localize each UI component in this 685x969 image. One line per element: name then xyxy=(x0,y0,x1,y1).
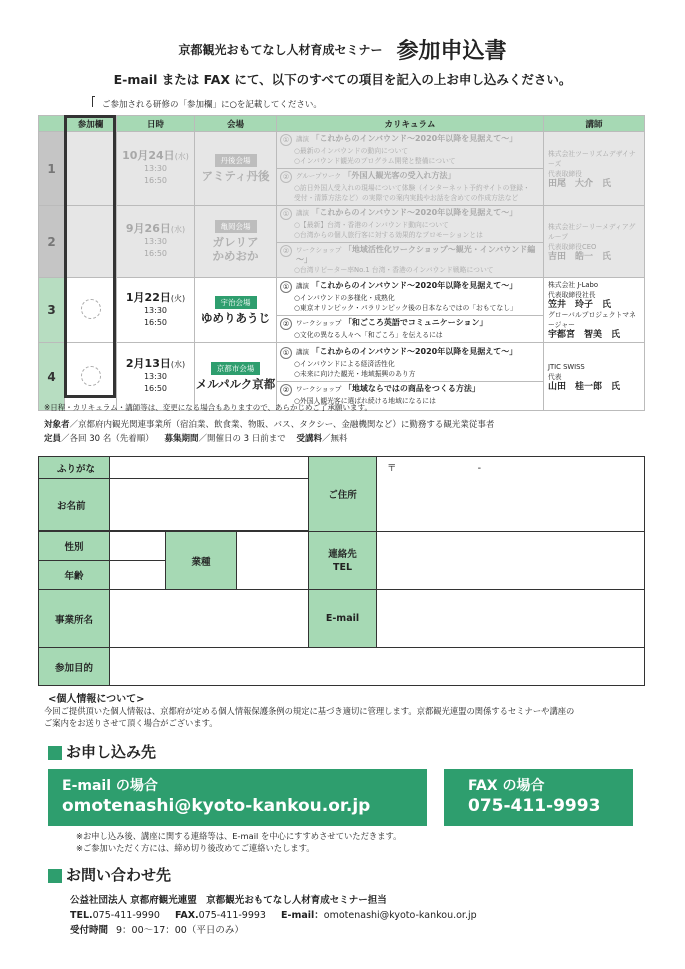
tel-field[interactable] xyxy=(377,532,645,590)
curriculum-1-detail-2: ○インバウンド観光のプログラム開発と整備について xyxy=(294,157,456,165)
lecturer-2-name: 宇都宮 智美 氏 xyxy=(548,330,621,340)
page-title xyxy=(0,34,685,65)
session-time-end: 16:50 xyxy=(143,384,168,393)
venue-badge: 丹後会場 xyxy=(215,154,257,167)
lecturer-1-name: 笠井 玲子 氏 xyxy=(548,300,612,310)
apply-note-2: ※ご参加いただく方には、締め切り後改めてご連絡いたします。 xyxy=(76,843,315,853)
contact-heading-marker xyxy=(48,869,62,883)
curriculum-1-title: 「これからのインバウンド～2020年以降を見据えて～」 xyxy=(311,208,518,217)
lecturer-1-name: 山田 桂一郎 氏 xyxy=(548,381,621,392)
period-label: 募集期間 xyxy=(164,434,199,444)
venue-name: アミティ丹後 xyxy=(201,169,270,183)
curriculum-2-detail-1: ○訪日外国人受入れの現場について体験（インターネット予約サイトの登録・ xyxy=(294,184,530,192)
session-row xyxy=(39,343,645,411)
contact-phone-line xyxy=(70,907,477,921)
curriculum-2-number: ② xyxy=(280,318,292,330)
form-title: 参加申込書 xyxy=(396,39,507,64)
fee-label: 受講料 xyxy=(296,434,323,444)
capacity-text: ／各回 30 名（先着順） xyxy=(61,434,154,444)
curriculum-1-number: ① xyxy=(280,347,292,359)
contact-tel-label: TEL. xyxy=(70,910,93,921)
apply-email-box xyxy=(48,769,427,826)
curriculum-2-detail-2: 受付・清算方法など）の実際での案内実践やお話を含めての作成方法など xyxy=(294,194,519,202)
contact-hours-line xyxy=(70,922,244,936)
target-line xyxy=(44,418,494,430)
curriculum-2-detail-1: ○台湾リピーター率No.1 台湾・香港のインバウンド戦略について xyxy=(294,266,494,274)
session-time-end: 16:50 xyxy=(143,176,168,185)
purpose-label: 参加目的 xyxy=(39,648,110,686)
apply-fax-value: 075-411-9993 xyxy=(468,796,601,816)
contact-fax-value: 075-411-9993 xyxy=(198,910,266,921)
tel-label-text: TEL xyxy=(333,561,353,573)
session-time-start: 13:30 xyxy=(143,372,168,381)
session-row xyxy=(39,278,645,343)
privacy-text xyxy=(44,705,654,729)
curriculum-2-number: ② xyxy=(280,384,292,396)
curriculum-1-tag: 講演 xyxy=(296,135,309,143)
seminar-name: 京都観光おもてなし人材育成セミナー xyxy=(178,43,383,57)
name-label: お名前 xyxy=(39,479,110,531)
curriculum-1-title: 「これからのインバウンド～2020年以降を見据えて～」 xyxy=(311,134,518,143)
target-text: ／京都府内観光関連事業所（宿泊業、飲食業、物販、バス、タクシー、金融機関など）に勤務する観光業従事者 xyxy=(69,420,495,430)
privacy-text-line1: 今回ご提供頂いた個人情報は、京都府が定める個人情報保護条例の規定に基づき適切に管理します。京都観光連盟の関係するセミナーや講座の xyxy=(44,706,575,716)
session-time-end: 16:50 xyxy=(143,249,168,258)
session-curriculum xyxy=(277,343,544,411)
name-field[interactable] xyxy=(110,479,309,531)
lecturer-1-org: 株式会社 J-Labo xyxy=(548,281,598,289)
industry-field[interactable] xyxy=(237,532,309,590)
venue-badge: 宇治会場 xyxy=(215,296,257,309)
lecturer-1-role: 代表取締役社長 xyxy=(548,291,596,299)
target-label: 対象者 xyxy=(44,420,70,430)
session-weekday: (水) xyxy=(174,152,189,161)
schedule-header-row xyxy=(39,116,645,132)
session-venue xyxy=(195,343,277,411)
email-field[interactable] xyxy=(377,590,645,648)
session-date: 10月24日 xyxy=(122,149,175,162)
apply-notes xyxy=(76,830,401,854)
session-date: 9月26日 xyxy=(125,222,171,235)
furigana-label: ふりがな xyxy=(39,457,110,479)
curriculum-1-detail-2: ○未来に向けた観光・地域振興のあり方 xyxy=(294,370,416,378)
period-text: ／開催日の 3 日前まで xyxy=(198,434,286,444)
capacity-label: 定員 xyxy=(44,434,62,444)
session-datetime xyxy=(117,132,195,206)
curriculum-2-tag: グループワーク xyxy=(296,172,341,180)
session-venue xyxy=(195,206,277,278)
session-date: 1月22日 xyxy=(125,290,171,304)
curriculum-2-number: ② xyxy=(280,171,292,183)
lecturer-1-org: 株式会社ツーリズムデザイナーズ xyxy=(548,149,636,168)
venue-name: メルパルク京都 xyxy=(195,377,276,391)
fee-text: ／無料 xyxy=(322,434,348,444)
contact-heading-text: お問い合わせ先 xyxy=(66,866,172,884)
industry-label: 業種 xyxy=(166,532,237,590)
privacy-text-line2: ご案内をお送りさせて頂く場合がございます。 xyxy=(44,718,218,728)
lecturer-1-org: JTIC SWISS xyxy=(548,362,585,371)
curriculum-2-tag: ワークショップ xyxy=(296,246,342,254)
curriculum-1-detail-1: ○【最新】台湾・香港のインバウンド動向について xyxy=(294,221,449,229)
curriculum-1-title: 「これからのインバウンド～2020年以降を見据えて～」 xyxy=(311,280,518,290)
lecturer-1-role: 代表取締役 xyxy=(548,169,582,178)
apply-note-1: ※お申し込み後、講座に関する連絡等は、E-mail を中心にすすめさせていただきます。 xyxy=(76,831,402,841)
session-weekday: (火) xyxy=(170,293,186,303)
header-venue: 会場 xyxy=(195,116,277,132)
contact-label-text: 連絡先 xyxy=(328,548,357,560)
session-number: 2 xyxy=(39,206,65,278)
instruction-text: E-mail または FAX にて、以下のすべての項目を記入の上お申し込みください。 xyxy=(113,72,572,87)
header-lecturer: 講師 xyxy=(544,116,645,132)
participation-cell[interactable] xyxy=(65,206,117,278)
furigana-field[interactable] xyxy=(110,457,309,479)
privacy-heading: <個人情報について> xyxy=(48,694,145,705)
application-form xyxy=(38,456,645,686)
session-lecturer xyxy=(544,343,645,411)
apply-heading-text: お申し込み先 xyxy=(66,743,157,761)
curriculum-1-detail-1: ○インバウンドの多様化・成熟化 xyxy=(294,293,395,302)
curriculum-1-number: ① xyxy=(280,281,292,293)
contact-label xyxy=(309,532,377,590)
contact-tel-value: 075-411-9990 xyxy=(92,910,160,921)
session-lecturer xyxy=(544,206,645,278)
venue-name-line2: かめおか xyxy=(212,249,259,263)
session-row xyxy=(39,132,645,206)
venue-name: ゆめりあうじ xyxy=(201,310,270,325)
contact-email-label: E-mail： xyxy=(281,910,324,921)
apply-heading xyxy=(48,741,156,762)
session-datetime xyxy=(117,278,195,343)
company-label: 事業所名 xyxy=(39,590,110,648)
email-label: E-mail xyxy=(309,590,377,648)
session-weekday: (水) xyxy=(170,225,186,234)
curriculum-1-tag: 講演 xyxy=(296,281,309,290)
participation-cell[interactable] xyxy=(65,132,117,206)
session-time-end: 16:50 xyxy=(143,317,168,327)
curriculum-divider xyxy=(277,242,543,243)
session-time-start: 13:30 xyxy=(143,164,168,173)
header-curriculum: カリキュラム xyxy=(277,116,544,132)
postal-dash: - xyxy=(477,463,481,474)
session-number: 4 xyxy=(39,343,65,411)
apply-fax-box xyxy=(444,769,633,826)
contact-hours-label: 受付時間 xyxy=(70,925,109,936)
participation-note: ご参加される研修の「参加欄」に○を記載してください。 xyxy=(102,100,322,110)
lecturer-1-role: 代表取締役CEO xyxy=(548,242,597,251)
curriculum-2-tag: ワークショップ xyxy=(296,385,342,393)
session-datetime xyxy=(117,206,195,278)
session-lecturer xyxy=(544,278,645,343)
address-label: ご住所 xyxy=(309,457,377,532)
curriculum-1-title: 「これからのインバウンド～2020年以降を見据えて～」 xyxy=(311,347,518,356)
curriculum-1-number: ① xyxy=(280,208,292,220)
session-venue xyxy=(195,278,277,343)
header-datetime: 日時 xyxy=(117,116,195,132)
curriculum-2-tag: ワークショップ xyxy=(296,318,342,327)
schedule-table xyxy=(38,115,645,411)
note-pointer xyxy=(92,96,95,107)
purpose-field[interactable] xyxy=(110,648,645,686)
curriculum-2-title: 「地域ならではの商品をつくる方法」 xyxy=(343,384,480,393)
curriculum-1-tag: 講演 xyxy=(296,348,309,356)
session-curriculum xyxy=(277,132,544,206)
curriculum-2-title: 「地域活性化ワークショップ～観光・インバウンド編～」 xyxy=(296,245,536,264)
session-time-start: 13:30 xyxy=(143,237,168,246)
header-participation: 参加欄 xyxy=(65,116,117,132)
venue-badge: 京都市会場 xyxy=(211,362,261,375)
curriculum-1-detail-2: ○東京オリンピック・パラリンピック後の日本ならではの「おもてなし」 xyxy=(294,303,517,312)
curriculum-1-detail-1: ○インバウンドによる経済活性化 xyxy=(294,360,395,368)
participation-circle[interactable] xyxy=(81,299,101,319)
curriculum-divider xyxy=(277,315,543,316)
age-field[interactable] xyxy=(110,561,166,590)
session-number: 3 xyxy=(39,278,65,343)
company-field[interactable] xyxy=(110,590,309,648)
gender-field[interactable] xyxy=(110,532,166,561)
participation-cell[interactable] xyxy=(65,343,117,411)
curriculum-divider xyxy=(277,168,543,169)
address-field[interactable] xyxy=(377,457,645,532)
contact-email-value[interactable]: omotenashi@kyoto-kankou.or.jp xyxy=(323,910,477,921)
participation-circle[interactable] xyxy=(81,366,101,386)
gender-label: 性別 xyxy=(39,532,110,561)
curriculum-1-detail-1: ○最新のインバウンドの動向について xyxy=(294,147,409,155)
session-datetime xyxy=(117,343,195,411)
curriculum-2-title: 「和ごころ英語でコミュニケーション」 xyxy=(343,317,488,327)
apply-fax-label: FAX の場合 xyxy=(468,778,545,794)
lecturer-1-role: 代表 xyxy=(548,372,562,381)
lecturer-2-org: グローバルプロジェクトマネージャー xyxy=(548,311,636,329)
session-curriculum xyxy=(277,278,544,343)
schedule-note: ※日程・カリキュラム・講師等は、変更になる場合もありますので、あらかじめご了承願います。 xyxy=(44,403,372,412)
participation-cell[interactable] xyxy=(65,278,117,343)
session-number: 1 xyxy=(39,132,65,206)
curriculum-divider xyxy=(277,381,543,382)
apply-heading-marker xyxy=(48,746,62,760)
curriculum-1-detail-2: ○台湾からの個人旅行客に対する効果的なプロモーションとは xyxy=(294,231,483,239)
curriculum-2-title: 「外国人観光客の受入れ方法」 xyxy=(343,171,456,180)
postal-mark: 〒 xyxy=(387,463,397,474)
session-lecturer xyxy=(544,132,645,206)
session-venue xyxy=(195,132,277,206)
lecturer-1-name: 吉田 皓一 氏 xyxy=(548,251,612,262)
session-time-start: 13:30 xyxy=(143,305,168,315)
age-label: 年齢 xyxy=(39,561,110,590)
session-weekday: (水) xyxy=(170,360,186,369)
curriculum-2-detail-1: ○外国人観光客に選ばれ続ける地域になるには xyxy=(294,397,436,405)
capacity-line xyxy=(44,432,348,444)
session-curriculum xyxy=(277,206,544,278)
curriculum-2-number: ② xyxy=(280,245,292,257)
apply-email-value[interactable]: omotenashi@kyoto-kankou.or.jp xyxy=(62,796,371,816)
session-row xyxy=(39,206,645,278)
curriculum-2-detail-1: ○文化の異なる人々へ「和ごころ」を伝えるには xyxy=(294,330,443,339)
header-num xyxy=(39,116,65,132)
contact-hours-value: 9：00～17：00（平日のみ） xyxy=(116,925,244,936)
curriculum-1-tag: 講演 xyxy=(296,209,309,217)
apply-email-label: E-mail の場合 xyxy=(62,778,158,794)
venue-badge: 亀岡会場 xyxy=(215,220,257,233)
lecturer-1-org: 株式会社ジーリーメディアグループ xyxy=(548,222,636,241)
session-date: 2月13日 xyxy=(125,357,171,370)
contact-heading xyxy=(48,864,171,885)
curriculum-1-number: ① xyxy=(280,134,292,146)
contact-fax-label: FAX. xyxy=(174,910,199,921)
lecturer-1-name: 田尾 大介 氏 xyxy=(548,178,612,189)
contact-org: 公益社団法人 京都府観光連盟 京都観光おもてなし人材育成セミナー担当 xyxy=(70,895,387,906)
venue-name: ガレリア xyxy=(212,235,259,249)
